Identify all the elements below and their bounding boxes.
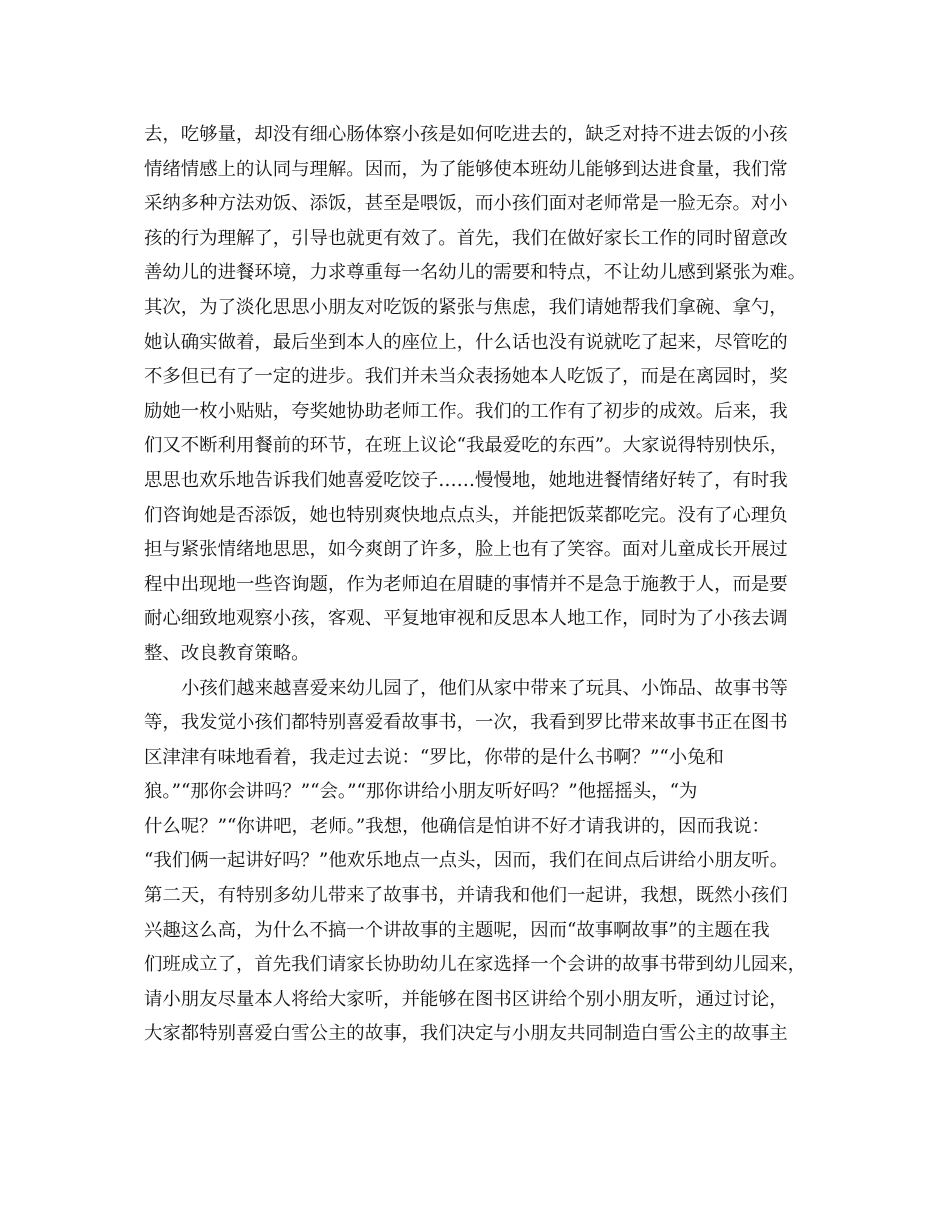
text-line: 去，吃够量，却没有细心肠体察小孩是如何吃进去的，缺乏对持不进去饭的小孩 <box>144 124 788 145</box>
body-text <box>144 118 812 1052</box>
text-line: 善幼儿的进餐环境，力求尊重每一名幼儿的需要和特点，不让幼儿感到紧张为难。 <box>144 262 807 284</box>
text-line: “我们俩一起讲好吗？”他欢乐地点一点头，因而，我们在间点后讲给小朋友听。 <box>144 850 789 872</box>
text-line: 不多但已有了一定的进步。我们并未当众表扬她本人吃饭了，而是在离园时，奖 <box>144 366 788 388</box>
text-line: 她认确实做着，最后坐到本人的座位上，什么话也没有说就吃了起来，尽管吃的 <box>144 331 788 353</box>
text-line: 担与紧张情绪地思思，如今爽朗了许多，脸上也有了笑容。面对儿童成长开展过 <box>144 539 788 561</box>
text-line: 请小朋友尽量本人将给大家听，并能够在图书区讲给个别小朋友听，通过讨论， <box>144 988 788 1010</box>
text-line: 励她一枚小贴贴，夸奖她协助老师工作。我们的工作有了初步的成效。后来，我 <box>144 400 788 422</box>
paragraph-1 <box>144 118 812 672</box>
text-line: 其次，为了淡化思思小朋友对吃饭的紧张与焦虑，我们请她帮我们拿碗、拿勺， <box>144 296 788 318</box>
text-line: 狼。”“那你会讲吗？”“会。”“那你讲给小朋友听好吗？”他摇摇头，“为 <box>144 781 698 803</box>
text-line: 整、改良教育策略。 <box>144 642 310 664</box>
text-line: 兴趣这么高，为什么不搞一个讲故事的主题呢，因而“故事啊故事”的主题在我 <box>144 919 770 941</box>
text-line: 们班成立了，首先我们请家长协助幼儿在家选择一个会讲的故事书带到幼儿园来， <box>144 954 807 976</box>
text-line: 们咨询她是否添饭，她也特别爽快地点点头，并能把饭菜都吃完。没有了心理负 <box>144 504 788 526</box>
text-line: 程中出现地一些咨询题，作为老师迫在眉睫的事情并不是急于施教于人，而是要 <box>144 573 788 595</box>
text-line: 什么呢？”“你讲吧，老师。”我想，他确信是怕讲不好才请我讲的，因而我说： <box>144 815 770 837</box>
text-line: 情绪情感上的认同与理解。因而，为了能够使本班幼儿能够到达进食量，我们常 <box>144 158 788 180</box>
text-line: 第二天，有特别多幼儿带来了故事书，并请我和他们一起讲，我想，既然小孩们 <box>144 885 788 907</box>
text-line: 们又不断利用餐前的环节，在班上议论“我最爱吃的东西”。大家说得特别快乐， <box>144 435 789 457</box>
text-line: 区津津有味地看着，我走过去说：“罗比，你带的是什么书啊？”“小兔和 <box>144 746 724 768</box>
text-line: 采纳多种方法劝饭、添饭，甚至是喂饭，而小孩们面对老师常是一脸无奈。对小 <box>144 193 788 215</box>
text-line: 小孩们越来越喜爱来幼儿园了，他们从家中带来了玩具、小饰品、故事书等 <box>181 677 788 699</box>
text-line: 孩的行为理解了，引导也就更有效了。首先，我们在做好家长工作的同时留意改 <box>144 227 788 249</box>
text-line: 大家都特别喜爱白雪公主的故事，我们决定与小朋友共同制造白雪公主的故事主 <box>144 1023 788 1045</box>
paragraph-2 <box>144 672 812 1053</box>
text-line: 耐心细致地观察小孩，客观、平复地审视和反思本人地工作，同时为了小孩去调 <box>144 608 788 630</box>
text-line: 思思也欢乐地告诉我们她喜爱吃饺子……慢慢地，她地进餐情绪好转了，有时我 <box>144 469 788 491</box>
text-line: 等，我发觉小孩们都特别喜爱看故事书，一次，我看到罗比带来故事书正在图书 <box>144 712 788 734</box>
